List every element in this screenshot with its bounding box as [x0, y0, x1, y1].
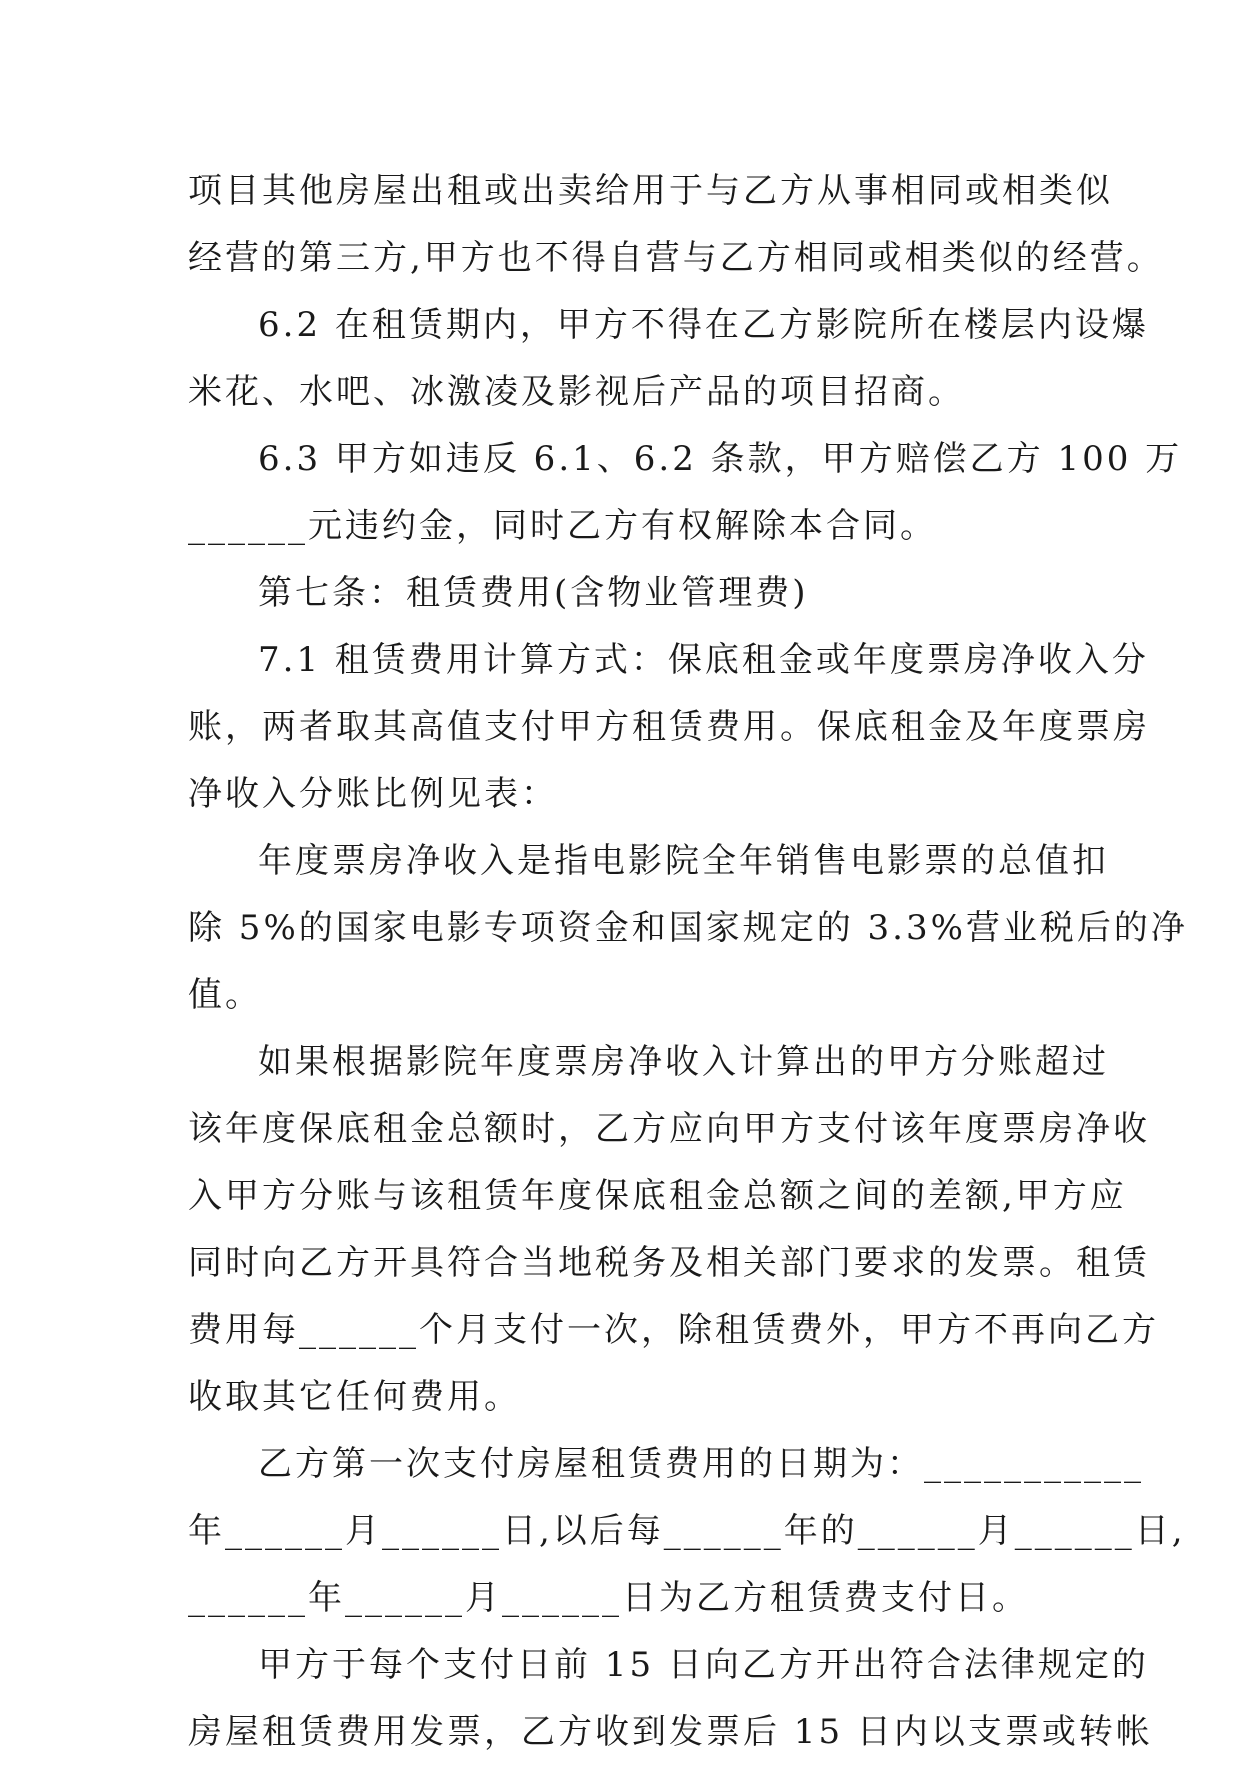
paragraph-start-line: 甲方于每个支付日前 15 日向乙方开出符合法律规定的 — [258, 1645, 1149, 1685]
text-line: 除 5%的国家电影专项资金和国家规定的 3.3%营业税后的净 — [188, 908, 1188, 948]
text-line: 房屋租赁费用发票，乙方收到发票后 15 日内以支票或转帐 — [188, 1712, 1153, 1752]
text-line: 收取其它任何费用。 — [188, 1377, 521, 1417]
text-line: 经营的第三方,甲方也不得自营与乙方相同或相类似的经营。 — [188, 238, 1164, 278]
text-line: 费用每______个月支付一次，除租赁费外，甲方不再向乙方 — [188, 1310, 1159, 1350]
text-line: 入甲方分账与该租赁年度保底租金总额之间的差额,甲方应 — [188, 1176, 1127, 1216]
text-line: 年______月______日,以后每______年的______月______日, — [188, 1511, 1186, 1551]
text-line: 该年度保底租金总额时，乙方应向甲方支付该年度票房净收 — [188, 1109, 1150, 1149]
article-7-heading: 第七条：租赁费用(含物业管理费) — [258, 573, 809, 613]
text-line: ______元违约金，同时乙方有权解除本合同。 — [188, 506, 937, 546]
text-line: 账，两者取其高值支付甲方租赁费用。保底租金及年度票房 — [188, 707, 1150, 747]
text-line: 净收入分账比例见表： — [188, 774, 558, 814]
clause-6-3-line: 6.3 甲方如违反 6.1、6.2 条款，甲方赔偿乙方 100 万 — [258, 439, 1183, 479]
clause-6-2-line: 6.2 在租赁期内，甲方不得在乙方影院所在楼层内设爆 — [258, 305, 1149, 345]
document-body — [188, 158, 1188, 1766]
paragraph-start-line: 如果根据影院年度票房净收入计算出的甲方分账超过 — [258, 1042, 1109, 1082]
text-line: 同时向乙方开具符合当地税务及相关部门要求的发票。租赁 — [188, 1243, 1150, 1283]
clause-7-1-line: 7.1 租赁费用计算方式：保底租金或年度票房净收入分 — [258, 640, 1149, 680]
text-line: 米花、水吧、冰激凌及影视后产品的项目招商。 — [188, 372, 965, 412]
text-line: 值。 — [188, 975, 262, 1015]
paragraph-start-line: 年度票房净收入是指电影院全年销售电影票的总值扣 — [258, 841, 1109, 881]
paragraph-start-line: 乙方第一次支付房屋租赁费用的日期为：___________ — [258, 1444, 1144, 1484]
text-line: 项目其他房屋出租或出卖给用于与乙方从事相同或相类似 — [188, 171, 1113, 211]
text-line: ______年______月______日为乙方租赁费支付日。 — [188, 1578, 1029, 1618]
